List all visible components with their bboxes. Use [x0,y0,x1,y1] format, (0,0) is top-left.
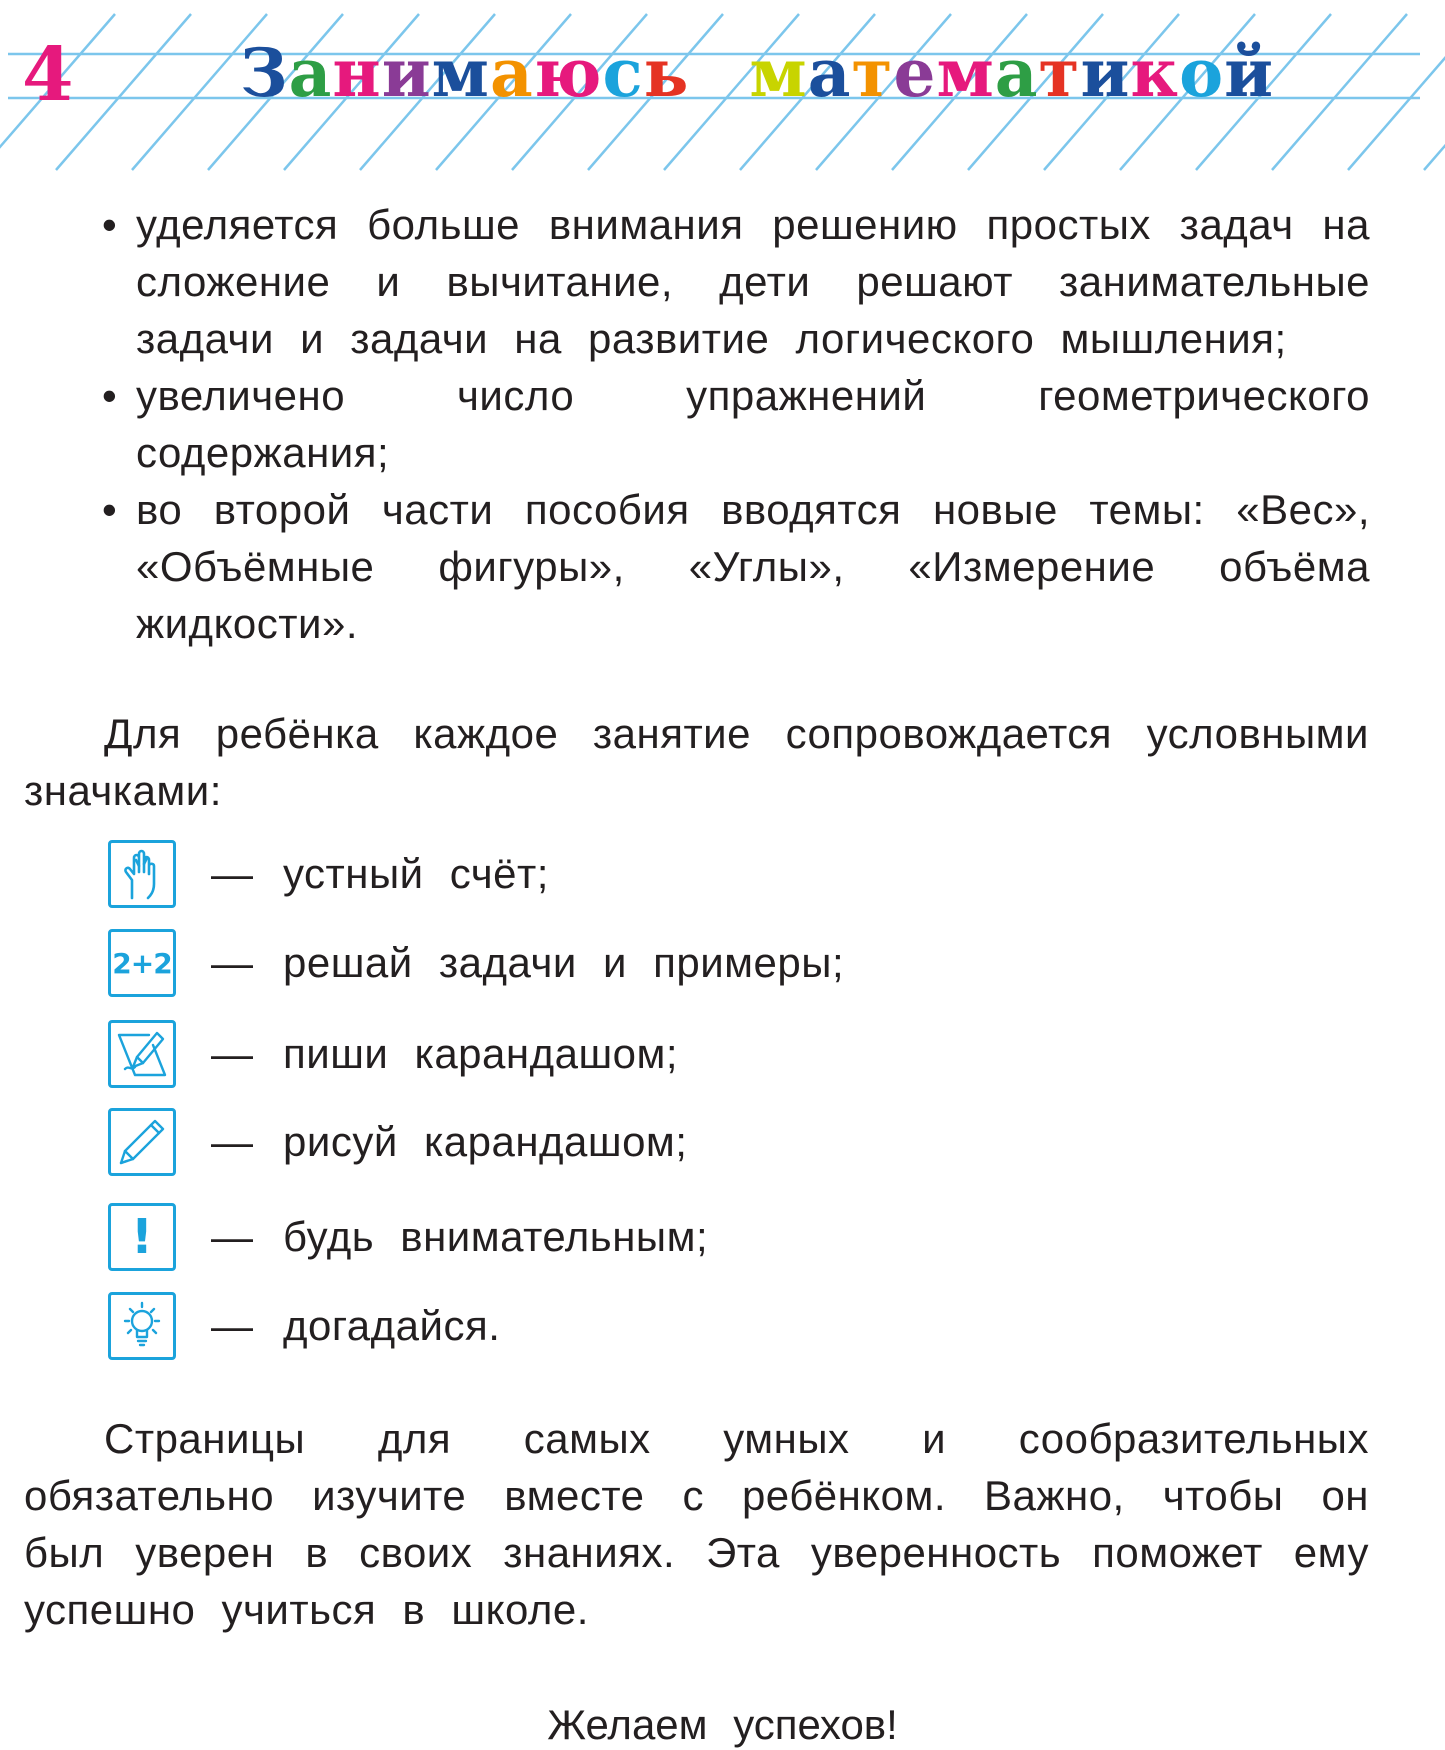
legend-item [108,1290,500,1362]
page-number: 4 [22,32,74,118]
legend-label: пиши карандашом; [283,1030,679,1077]
legend-dash: — [211,939,253,986]
ruling-slant-line [1272,14,1407,170]
title-letter: а [807,34,852,112]
legend-label: устный счёт; [283,850,549,897]
list-item-text: увеличено число упражнений геометрического содержания; [136,372,1370,476]
exclamation-icon: ! [108,1203,176,1271]
bullet-marker: • [102,201,118,248]
title-word [240,34,689,112]
wish-line: Желаем успехов! [547,1701,898,1748]
ruling-slant-line [1424,14,1445,170]
title-letter: ь [643,34,690,112]
bullet-marker: • [102,372,118,419]
title-letter: м [936,34,995,112]
legend-dash: — [211,1302,253,1349]
title-letter: т [1038,34,1081,112]
hand-counting-icon [108,840,176,908]
legend-label: решай задачи и примеры; [283,939,845,986]
intro-paragraph: Для ребёнка каждое занятие сопровождается условными значками: [24,710,1369,814]
legend-label: рисуй карандашом; [283,1118,688,1165]
title-letter: а [994,34,1039,112]
write-with-pen-icon [108,1020,176,1088]
legend-item [108,1018,678,1090]
legend-dash: — [211,1030,253,1077]
title-letter: е [893,34,937,112]
two-plus-two-icon: 2+2 [108,929,176,997]
legend-label: будь внимательным; [283,1213,709,1260]
list-item [100,367,1370,481]
title-letter: т [851,34,894,112]
legend-dash: — [211,850,253,897]
list-item [100,481,1370,652]
legend-label: догадайся. [283,1302,501,1349]
title-letter: й [1224,34,1275,112]
legend-item [108,838,549,910]
light-bulb-icon [108,1292,176,1360]
title-letter: и [381,34,432,112]
title-word [749,34,1274,112]
bullet-marker: • [102,486,118,533]
title-letter: и [1080,34,1131,112]
title-letter: а [288,34,333,112]
title-letter: о [1179,34,1225,112]
title-letter: З [240,34,289,112]
list-item-text: во второй части пособия вводятся новые темы: «Вес», «Объёмные фигуры», «Углы», «Измерение объёма жидкости». [136,486,1370,647]
draw-with-pencil-icon [108,1108,176,1176]
title-letter: м [749,34,808,112]
title-letter: н [332,34,382,112]
feature-list [100,196,1370,652]
legend-dash: — [211,1213,253,1260]
title-letter: ю [533,34,603,112]
title-letter: м [431,34,490,112]
legend-item [108,1201,708,1273]
legend-item [108,1106,687,1178]
closing-paragraph: Страницы для самых умных и сообразительных обязательно изучите вместе с ребёнком. Важно, чтобы он был уверен в своих знаниях. Эта уверенность поможет ему успешно учиться в школе. [24,1415,1369,1633]
page-header [0,0,1445,180]
ruling-slant-line [1348,14,1445,170]
legend-dash: — [211,1118,253,1165]
title-letter: к [1130,34,1180,112]
list-item [100,196,1370,367]
legend-item [108,927,844,999]
page-title [240,34,1275,112]
list-item-text: уделяется больше внимания решению простых задач на сложение и вычитание, дети решают занимательные задачи и задачи на развитие логического мышления; [136,201,1370,362]
title-letter: с [602,34,644,112]
ruling-slant-line [56,14,191,170]
title-letter: а [489,34,534,112]
